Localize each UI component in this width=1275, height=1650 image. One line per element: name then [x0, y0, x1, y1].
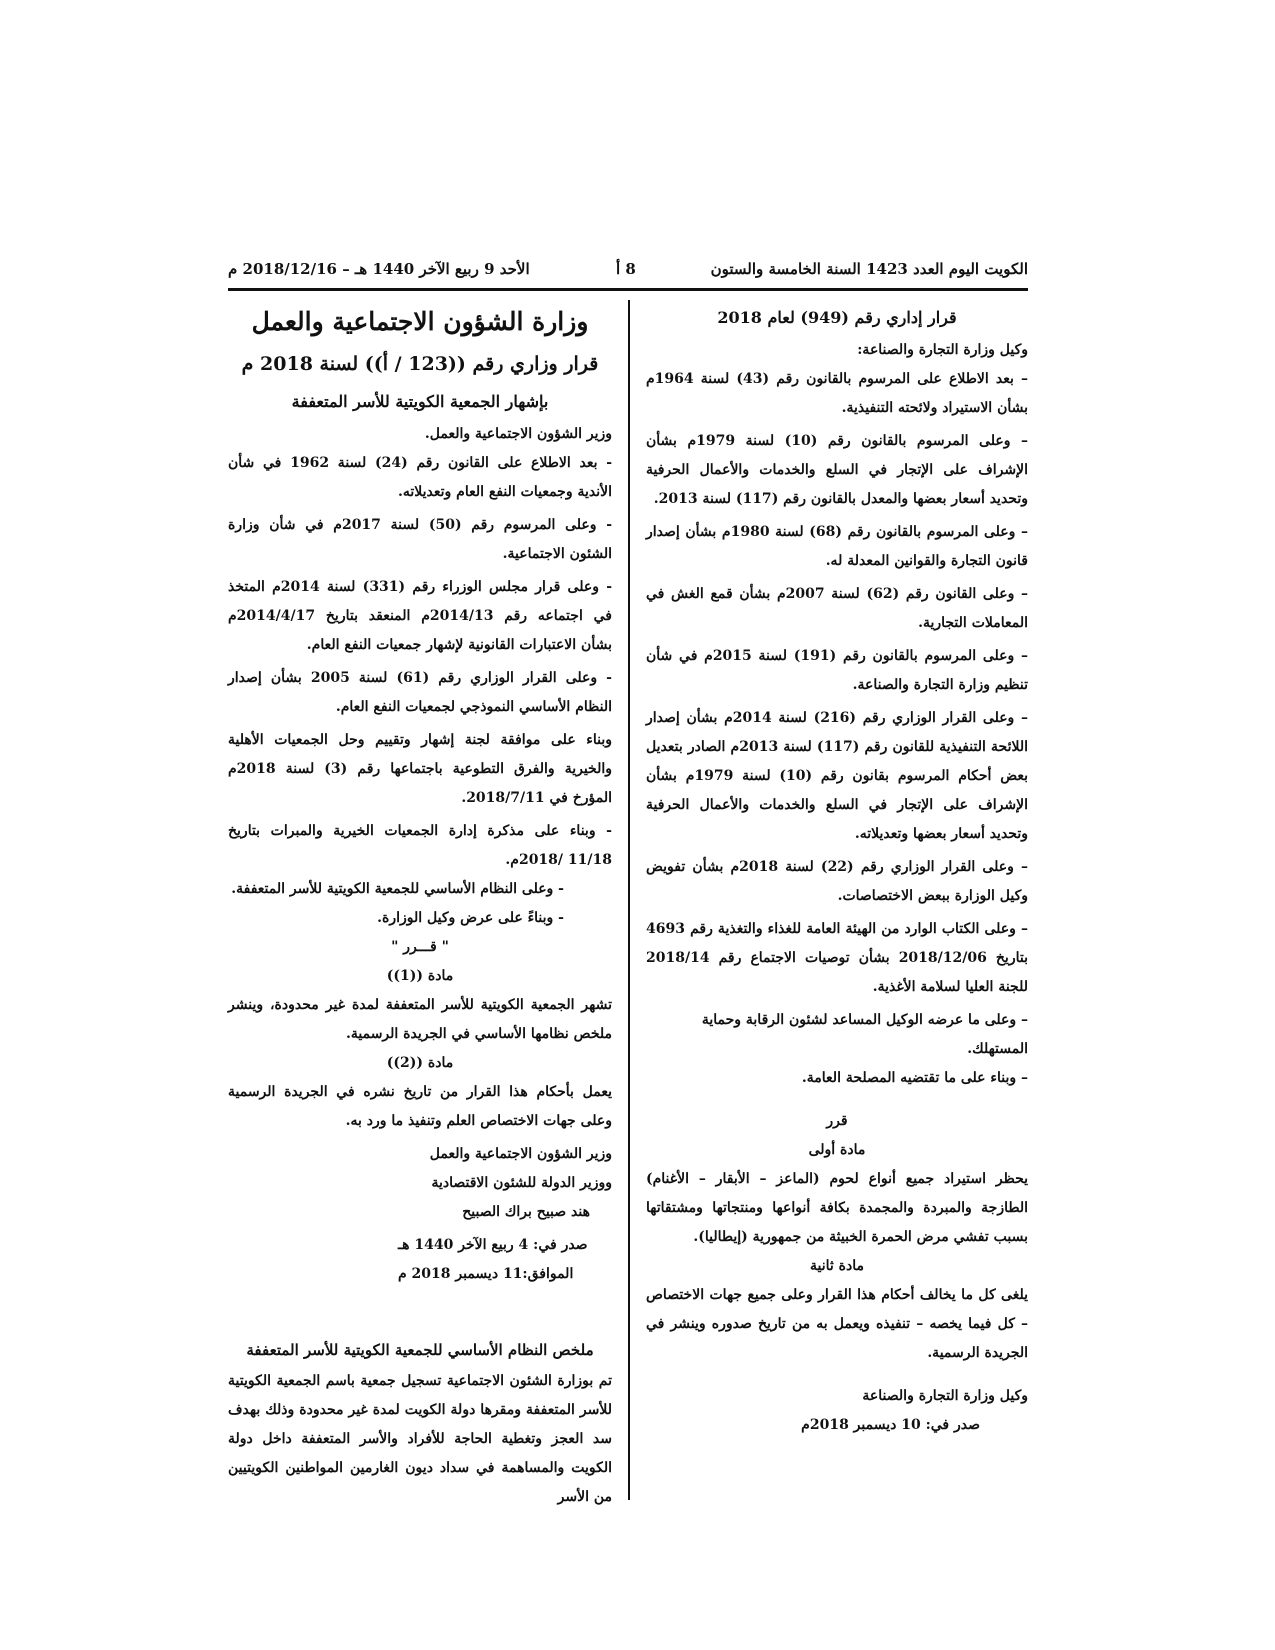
article-heading: مادة أولى [808, 1142, 866, 1158]
header-date: الأحد 9 ربيع الآخر 1440 هـ – 2018/12/16 م [228, 260, 530, 278]
article-heading: مادة ثانية [810, 1258, 864, 1274]
issue-date-gregorian: الموافق:11 ديسمبر 2018 م [398, 1266, 574, 1282]
recital: - وعلى النظام الأساسي للجمعية الكويتية للأسر المتعففة. [231, 881, 564, 897]
article-text: تشهر الجمعية الكويتية للأسر المتعففة لمدة غير محدودة، وينشر ملخص نظامها الأساسي في الجريدة الرسمية. [228, 997, 612, 1042]
recital: وبناء على موافقة لجنة إشهار وتقييم وحل الجمعيات الأهلية والخيرية والفرق التطوعية باجتماعها رقم (3) لسنة 2018م المؤرخ في 2018/7/11. [228, 732, 613, 806]
article-heading: مادة ((2)) [386, 1055, 454, 1071]
header-publication-info: الكويت اليوم العدد 1423 السنة الخامسة والستون [710, 260, 1028, 278]
recital: - بعد الاطلاع على القانون رقم (24) لسنة 1962 في شأن الأندية وجمعيات النفع العام وتعديلاته. [228, 455, 613, 500]
signatory-name: هند صبيح براك الصبيح [462, 1204, 590, 1220]
ministry-title: وزارة الشؤون الاجتماعية والعمل [251, 307, 589, 336]
recital: – وعلى المرسوم بالقانون رقم (191) لسنة 2015م في شأن تنظيم وزارة التجارة والصناعة. [646, 648, 1028, 693]
article-text: يعمل بأحكام هذا القرار من تاريخ نشره في الجريدة الرسمية وعلى جهات الاختصاص العلم وتنفيذ ما ورد به. [228, 1084, 612, 1129]
recital: – وعلى المرسوم بالقانون رقم (10) لسنة 1979م بشأن الإشراف على الإتجار في السلع والخدمات والأعمال الحرفية وتحديد أسعار بعضها والمعدل بالقانون رقم (117) لسنة 2013. [646, 433, 1028, 507]
issuer-line: وكيل وزارة التجارة والصناعة: [857, 342, 1028, 358]
decided-heading: قرر [826, 1113, 848, 1129]
article-text: يلغى كل ما يخالف أحكام هذا القرار وعلى جميع جهات الاختصاص – كل فيما يخصه – تنفيذه ويعمل به من تاريخ صدوره وينشر في الجريدة الرسمية. [646, 1287, 1028, 1361]
recital: - وبناءً على عرض وكيل الوزارة. [377, 910, 564, 926]
left-column [228, 300, 612, 1512]
recital: – وعلى الكتاب الوارد من الهيئة العامة للغذاء والتغذية رقم 4693 بتاريخ 2018/12/06 بشأن توصيات الاجتماع رقم 2018/14 للجنة العليا لسلامة الأغذية. [646, 921, 1028, 995]
signature: وكيل وزارة التجارة والصناعة [862, 1388, 1028, 1404]
page-header [228, 256, 1028, 284]
recital: - وعلى القرار الوزاري رقم (61) لسنة 2005 بشأن إصدار النظام الأساسي النموذجي لجمعيات النفع العام. [228, 670, 612, 715]
decided-heading: " قـــرر " [391, 939, 449, 955]
decision-title-949: قرار إداري رقم (949) لعام 2018 [717, 308, 957, 327]
issue-date-hijri: صدر في: 4 ربيع الآخر 1440 هـ [398, 1237, 588, 1253]
recital: – وعلى القرار الوزاري رقم (216) لسنة 2014م بشأن إصدار اللائحة التنفيذية للقانون رقم (117) لسنة 2013م الصادر بتعديل بعض أحكام المرسوم بقانون رقم (10) لسنة 1979م بشأن الإشراف على الإتجار في السلع والخدمات والأعمال الحرفية وتحديد أسعار بعضها وتعديلاته. [646, 710, 1029, 842]
summary-title: ملخص النظام الأساسي للجمعية الكويتية للأسر المتعففة [246, 1341, 594, 1359]
summary-text: تم بوزارة الشئون الاجتماعية تسجيل جمعية باسم الجمعية الكويتية للأسر المتعففة ومقرها دولة الكويت لمدة غير محدودة وذلك بهدف سد العجز وتغطية الحاجة للأفراد والأسر المتعففة داخل دولة الكويت والمساهمة في سداد ديون الغارمين المواطنين الكويتيين من الأسر [228, 1373, 612, 1505]
column-divider [628, 300, 630, 1500]
header-rule [228, 288, 1028, 291]
header-page-number: 8 أ [616, 260, 636, 278]
recital: – وبناء على ما تقتضيه المصلحة العامة. [801, 1070, 1028, 1086]
recital: - وعلى المرسوم رقم (50) لسنة 2017م في شأن وزارة الشئون الاجتماعية. [228, 517, 613, 562]
right-column [646, 300, 1028, 1440]
article-text: يحظر استيراد جميع أنواع لحوم (الماعز – الأبقار – الأغنام) الطازجة والمبردة والمجمدة بكافة أنواعها ومنتجاتها ومشتقاتها بسبب تفشي مرض الحمرة الخبيثة من جمهورية (إيطاليا). [646, 1171, 1028, 1245]
recital: – بعد الاطلاع على المرسوم بالقانون رقم (43) لسنة 1964م بشأن الاستيراد ولائحته التنفيذية. [646, 371, 1028, 416]
decision-title-123: قرار وزاري رقم ((123 / أ)) لسنة 2018 م [241, 353, 599, 375]
issuer-line: وزير الشؤون الاجتماعية والعمل. [424, 426, 612, 442]
recital: – وعلى المرسوم بالقانون رقم (68) لسنة 1980م بشأن إصدار قانون التجارة والقوانين المعدلة له. [646, 524, 1029, 569]
recital: - وبناء على مذكرة إدارة الجمعيات الخيرية والمبرات بتاريخ 11/18 /2018م. [228, 823, 612, 868]
recital: – وعلى ما عرضه الوكيل المساعد لشئون الرقابة وحماية المستهلك. [701, 1012, 1028, 1057]
signatory-title: وزير الشؤون الاجتماعية والعمل [429, 1146, 612, 1162]
recital: – وعلى القانون رقم (62) لسنة 2007م بشأن قمع الغش في المعاملات التجارية. [646, 586, 1028, 631]
article-heading: مادة ((1)) [386, 968, 454, 984]
recital: – وعلى القرار الوزاري رقم (22) لسنة 2018م بشأن تفويض وكيل الوزارة ببعض الاختصاصات. [646, 859, 1028, 904]
decision-subtitle: بإشهار الجمعية الكويتية للأسر المتعففة [291, 392, 549, 411]
issue-date: صدر في: 10 ديسمبر 2018م [801, 1417, 980, 1433]
signatory-title: ووزير الدولة للشئون الاقتصادية [431, 1175, 612, 1191]
recital: - وعلى قرار مجلس الوزراء رقم (331) لسنة 2014م المتخذ في اجتماعه رقم 2014/13م المنعقد بتاريخ 2014/4/17م بشأن الاعتبارات القانونية لإشهار جمعيات النفع العام. [228, 579, 613, 653]
